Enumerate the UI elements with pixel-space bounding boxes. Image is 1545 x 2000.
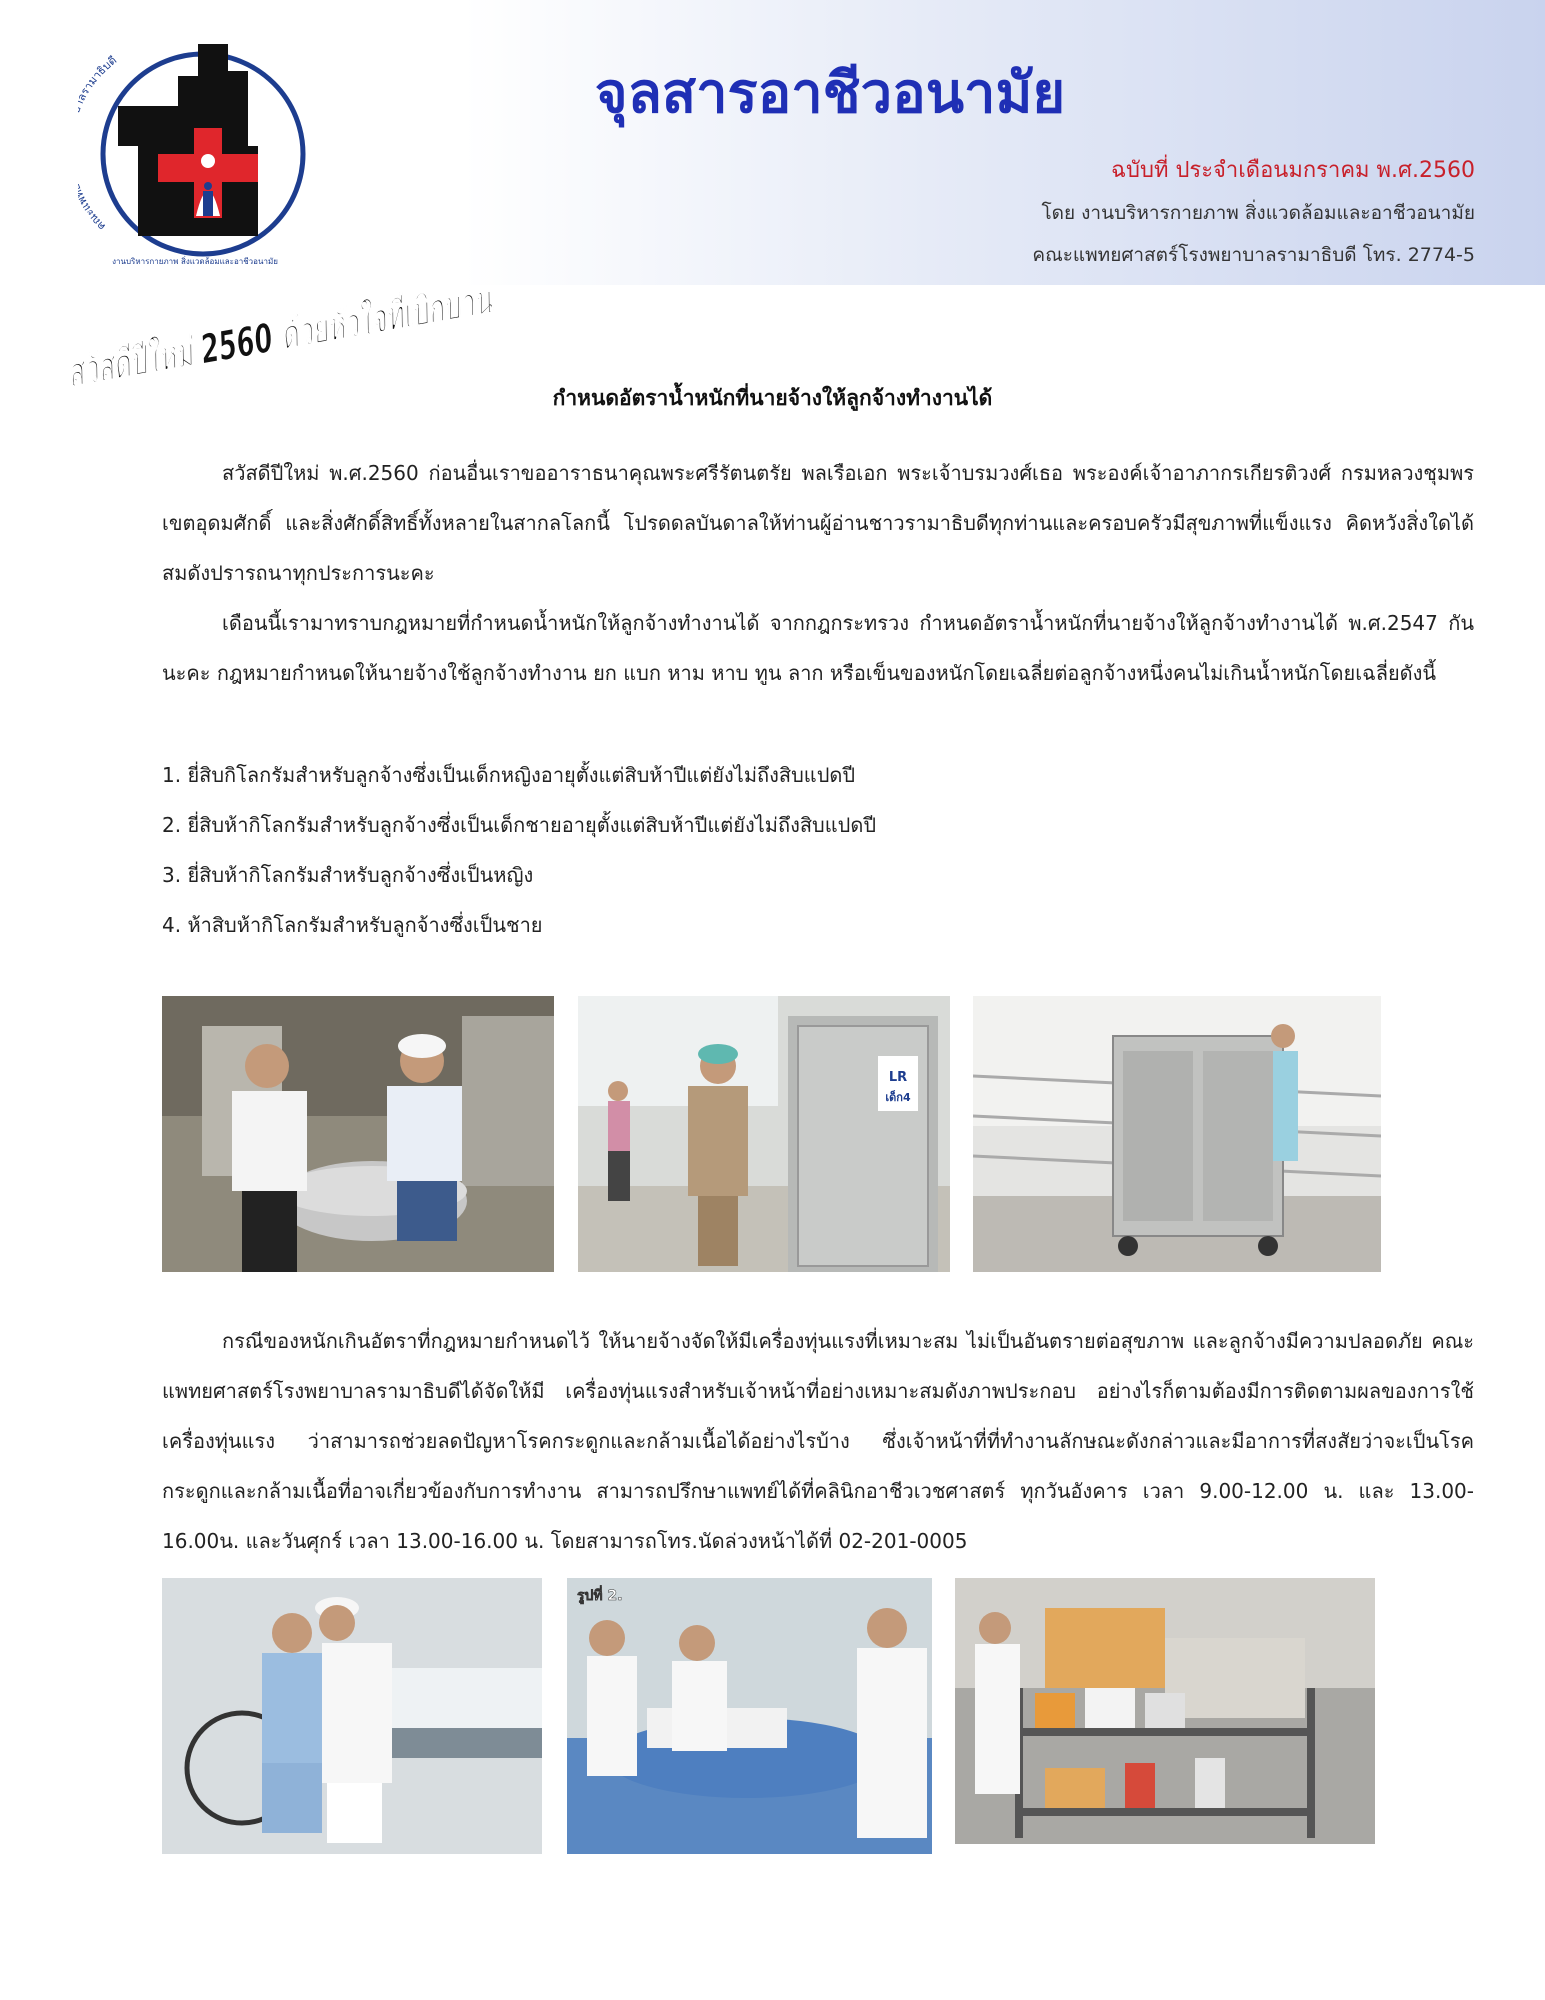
paragraph-greeting (162, 448, 1474, 598)
photo-supply-cart (955, 1578, 1375, 1844)
banner-text: สวัสดีปีใหม่ 2560 (63, 295, 388, 397)
faculty-contact: คณะแพทยศาสตร์โรงพยาบาลรามาธิบดี โทร. 2774-5 (1032, 244, 1475, 266)
list-item: 2. ยี่สิบห้ากิโลกรัมสำหรับลูกจ้างซึ่งเป็นเด็กชายอายุตั้งแต่สิบห้าปีแต่ยังไม่ถึงสิบแปดปี (162, 813, 877, 837)
list-item: 4. ห้าสิบห้ากิโลกรัมสำหรับลูกจ้างซึ่งเป็นชาย (162, 913, 543, 937)
list-item: 1. ยี่สิบกิโลกรัมสำหรับลูกจ้างซึ่งเป็นเด็กหญิงอายุตั้งแต่สิบห้าปีแต่ยังไม่ถึงสิบแปดปี (162, 763, 856, 787)
header-band (0, 0, 1545, 285)
paragraph-assistive-devices-text: กรณีของหนักเกินอัตราที่กฎหมายกำหนดไว้ ให้นายจ้างจัดให้มีเครื่องทุ่นแรงที่เหมาะสม ไม่เป็นอันตรายต่อสุขภาพ และลูกจ้างมีความปลอดภัย คณะแพทยศาสตร์โรงพยาบาลรามาธิบดีได้จัดให้มี เครื่องทุ่นแรงสำหรับเจ้าหน้าที่อย่างเหมาะสมดังภาพประกอบ อย่างไรก็ตามต้องมีการติดตามผลของการใช้เครื่องทุ่นแรง ว่าสามารถช่วยลดปัญหาโรคกระดูกและกล้ามเนื้อได้อย่างไรบ้าง ซึ่งเจ้าหน้าที่ที่ทำงานลักษณะดังกล่าวและมีอาการที่สงสัยว่าจะเป็นโรคกระดูกและกล้ามเนื้อที่อาจเกี่ยวข้องกับการทำงาน สามารถปรึกษาแพทย์ได้ที่คลินิกอาชีวเวชศาสตร์ ทุกวันอังคาร เวลา 9.00-12.00 น. และ 13.00-16.00น. และวันศุกร์ เวลา 13.00-16.00 น. โดยสามารถโทร.นัดล่วงหน้าได้ที่ 02-201-0005 (162, 1329, 1474, 1553)
photo-nurses-sliding-patient (567, 1578, 932, 1854)
photo-workers-lifting-pot (162, 996, 554, 1272)
weight-limit-list (162, 750, 1474, 950)
byline: โดย งานบริหารกายภาพ สิ่งแวดล้อมและอาชีวอนามัย (1041, 202, 1475, 224)
newsletter-title: จุลสารอาชีวอนามัย (594, 61, 1066, 126)
issue-info: ฉบับที่ ประจำเดือนมกราคม พ.ศ.2560 (1111, 158, 1475, 183)
paragraph-greeting-text: สวัสดีปีใหม่ พ.ศ.2560 ก่อนอื่นเราขออาราธนาคุณพระศรีรัตนตรัย พลเรือเอก พระเจ้าบรมวงศ์เธอ พระองค์เจ้าอาภากรเกียรติวงศ์ กรมหลวงชุมพรเขตอุดมศักดิ์ และสิ่งศักดิ์สิทธิ์ทั้งหลายในสากลโลกนี้ โปรดดลบันดาลให้ท่านผู้อ่านชาวรามาธิบดีทุกท่านและครอบครัวมีสุขภาพที่แข็งแรง คิดหวังสิ่งใดได้สมดังปรารถนาทุกประการนะคะ (162, 461, 1474, 585)
paragraph-law-text: เดือนนี้เรามาทราบกฎหมายที่กำหนดน้ำหนักให้ลูกจ้างทำงานได้ จากกฎกระทรวง กำหนดอัตราน้ำหนักที่นายจ้างให้ลูกจ้างทำงานได้ พ.ศ.2547 กันนะคะ กฎหมายกำหนดให้นายจ้างใช้ลูกจ้างทำงาน ยก แบก หาม หาบ ทูน ลาก หรือเข็นของหนักโดยเฉลี่ยต่อลูกจ้างหนึ่งคนไม่เกินน้ำหนักโดยเฉลี่ยดังนี้ (162, 611, 1474, 685)
paragraph-law (162, 598, 1474, 698)
department-logo (78, 36, 312, 271)
cart-label-2: เด็ก4 (885, 1091, 911, 1104)
list-item: 3. ยี่สิบห้ากิโลกรัมสำหรับลูกจ้างซึ่งเป็นหญิง (162, 863, 534, 887)
photo-worker-pushing-cart (578, 996, 950, 1272)
photo-caption: รูปที่ 2. (577, 1588, 623, 1604)
logo-bottom-text: งานบริหารกายภาพ สิ่งแวดล้อมและอาชีวอนามัย (112, 257, 278, 266)
logo-arc-text: คณะแ รามาธิบดี (78, 53, 120, 234)
photo-nurse-transferring-patient (162, 1578, 542, 1854)
article-subtitle: กำหนดอัตราน้ำหนักที่นายจ้างให้ลูกจ้างทำงานได้ (552, 386, 993, 410)
cart-label-1: LR (888, 1070, 908, 1085)
photo-steel-food-cart (973, 996, 1381, 1272)
paragraph-assistive-devices (162, 1316, 1474, 1566)
hospital-department-logo-icon (78, 36, 312, 271)
